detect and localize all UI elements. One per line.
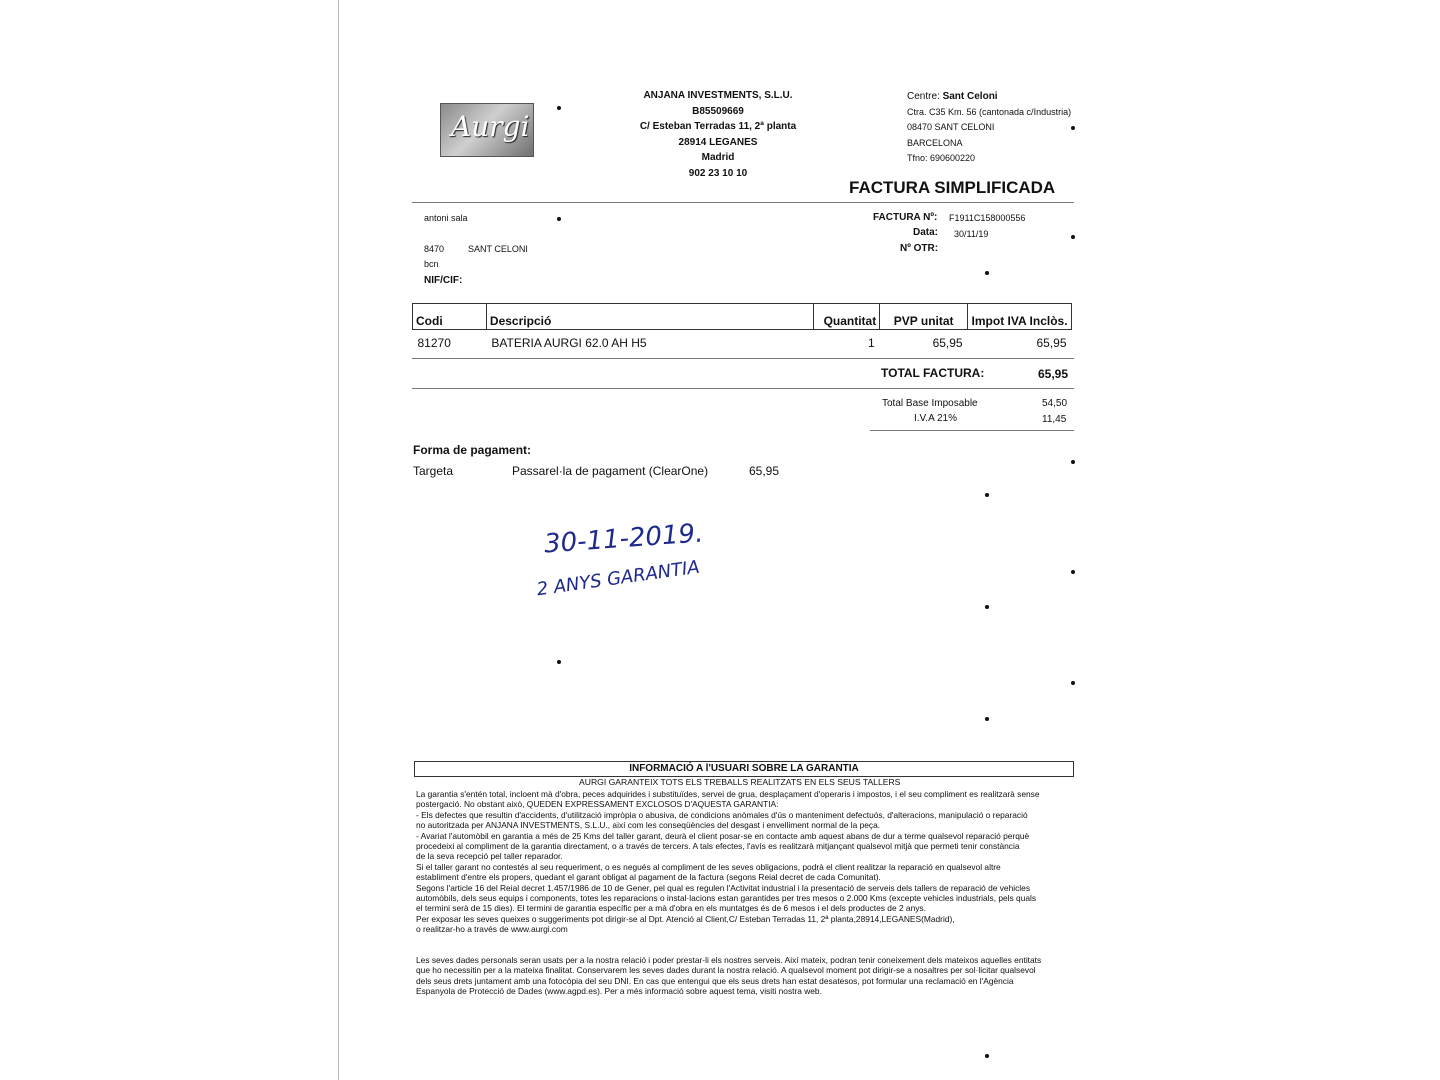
warranty-line: Si el taller garant no contestés al seu requeriment, o es negués al compliment de les seves obligacions, podrà el client realitzar la reparació en qualsevol altre <box>416 861 1001 872</box>
company-city: Madrid <box>701 152 735 163</box>
invoice-date-label: Data: <box>913 227 939 238</box>
warranty-line: procedeixi al compliment de la garantia directament, o a través de tercers. A tals efectes, l'avís es realitzarà mitjançant qualsevol mitjà que permeti tenir constància <box>416 841 1020 852</box>
warranty-line: no autoritzada per ANJANA INVESTMENTS, S.L.U., així com les conseqüències del desgast i envelliment normal de la peça. <box>416 820 881 831</box>
scan-speck <box>1071 126 1075 130</box>
col-header: Codi <box>413 304 487 330</box>
customer-city: SANT CELONI <box>468 244 528 254</box>
cell-total: 65,95 <box>1036 336 1067 350</box>
scan-speck <box>1071 570 1075 574</box>
base-label: Total Base Imposable <box>882 398 978 409</box>
centre-block <box>907 89 1071 167</box>
scan-speck <box>557 660 561 664</box>
payment-amount: 65,95 <box>749 464 780 478</box>
iva-value: 11,45 <box>1042 414 1067 425</box>
warranty-line: el termini serà de 15 dies). El termini de garantia específic per a mà d'obra en els muntatges és de 6 mesos i el dels productes de 2 anys. <box>416 903 926 914</box>
customer-postal: 8470 <box>424 244 445 254</box>
nif-label: NIF/CIF: <box>424 275 463 286</box>
col-header: Impot IVA Inclòs. <box>968 304 1072 330</box>
total-label: TOTAL FACTURA: <box>881 366 985 380</box>
line-items-table <box>412 303 1072 350</box>
aurgi-logo: Aurgi <box>440 103 534 157</box>
document-title: FACTURA SIMPLIFICADA <box>849 178 1056 197</box>
warranty-line: automòbils, dels seus equips i components, totes les reparacions o instal·lacions estan garantides per tres mesos o 2.000 Kms (excepte vehicles industrials, pels quals <box>416 893 1037 904</box>
invoice-date: 30/11/19 <box>954 229 989 239</box>
table-header-row <box>413 304 1072 330</box>
warranty-line: de la seva recepció pel taller reparador. <box>416 851 563 862</box>
scan-speck <box>985 717 989 721</box>
cell-quantity: 1 <box>868 336 875 350</box>
scan-speck <box>985 493 989 497</box>
handwritten-date: 30-11-2019. <box>543 518 705 560</box>
divider <box>870 430 1074 431</box>
base-value: 54,50 <box>1042 398 1068 409</box>
scan-speck <box>985 605 989 609</box>
total-value: 65,95 <box>1038 367 1069 381</box>
divider <box>412 202 1074 203</box>
centre-name: Sant Celoni <box>942 91 998 102</box>
privacy-line: Espanyola de Protecció de Dades (www.agpd.es). Per a més informació sobre aquest tema, visiti nostra web. <box>416 986 822 997</box>
table-row <box>413 330 1072 351</box>
warranty-heading: INFORMACIÓ A l'USUARI SOBRE LA GARANTIA <box>414 761 1074 777</box>
divider <box>412 358 1074 359</box>
handwritten-note: 2 ANYS GARANTIA <box>535 556 701 601</box>
company-name: ANJANA INVESTMENTS, S.L.U. <box>643 90 793 101</box>
warranty-line: o realitzar-ho a través de www.aurgi.com <box>416 924 568 935</box>
cell-unit-price: 65,95 <box>932 336 963 350</box>
centre-postal: 08470 SANT CELONI <box>907 122 995 132</box>
scan-speck <box>985 1054 989 1058</box>
iva-label: I.V.A 21% <box>914 413 957 424</box>
warranty-line: - Els defectes que resultin d'accidents, d'utilització impròpia o abusiva, de condicions anòmales d'ús o manteniment defectuós, d'alteracions, manipulació o reparació <box>416 809 1028 820</box>
warranty-line: Segons l'article 16 del Reial decret 1.457/1986 de 10 de Gener, pel qual es regulen l'Activitat industrial i la presentació de serveis dels tallers de reparació de vehicles <box>416 882 1031 893</box>
otr-label: Nº OTR: <box>900 243 939 254</box>
warranty-line: - Avariat l'automòbil en garantia a més de 25 Kms del taller garant, deurà el client posar-se en contacte amb aquest abans de dur a terme qualsevol reparació perquè <box>416 830 1030 841</box>
payment-heading: Forma de pagament: <box>413 443 532 457</box>
warranty-line: establiment d'entre els propers, quedant el garant obligat al pagament de la factura (segons Reial decret de cada Comunitat). <box>416 872 881 883</box>
invoice-number-label: FACTURA Nº: <box>873 212 938 223</box>
warranty-line: postergació. No obstant això, QUEDEN EXPRESSAMENT EXCLOSOS D'AQUESTA GARANTIA: <box>416 799 779 810</box>
invoice-number: F1911C158000556 <box>949 213 1026 223</box>
centre-address: Ctra. C35 Km. 56 (cantonada c/Industria) <box>907 106 1072 117</box>
warranty-text <box>416 789 1078 935</box>
col-header: PVP unitat <box>880 304 968 330</box>
centre-phone: Tfno: 690600220 <box>907 153 976 163</box>
divider <box>412 388 1074 389</box>
company-cif: B85509669 <box>692 105 744 117</box>
payment-method: Targeta <box>413 464 454 478</box>
customer-name: antoni sala <box>424 213 468 223</box>
company-block <box>600 88 836 181</box>
company-postal: 28914 LEGANES <box>678 136 758 148</box>
company-phone: 902 23 10 10 <box>688 167 748 179</box>
privacy-text <box>416 955 1078 997</box>
scan-speck <box>557 217 561 221</box>
payment-gateway: Passarel·la de pagament (ClearOne) <box>512 464 709 478</box>
col-header: Quantitat <box>814 304 880 330</box>
company-street: C/ Esteban Terradas 11, 2ª planta <box>639 121 797 132</box>
col-header: Descripció <box>486 304 813 330</box>
privacy-line: dels seus drets juntament amb una fotocòpia del seu DNI. En cas que entengui que els seus drets han estat desatesos, pot formular una reclamació en l'Agència <box>416 975 1014 986</box>
warranty-line: Per exposar les seves queixes o suggeriments pot dirigir-se al Dpt. Atenció al Client,C/ Esteban Terradas 11, 2ª planta,28914,LEGANES(Madrid), <box>416 913 955 924</box>
scan-speck <box>1071 681 1075 685</box>
cell-description: BATERIA AURGI 62.0 AH H5 <box>491 336 647 350</box>
privacy-line: que ho necessitin per a la mateixa finalitat. Conservarem les seves dades durant la nostra relació. A qualsevol moment pot dirigir-se a nosaltres per sol·licitar qualsevol <box>416 965 1036 976</box>
scan-speck <box>557 106 561 110</box>
warranty-line: La garantia s'entén total, incloent mà d'obra, peces adquirides i substituïdes, servei de grua, desplaçament d'operaris i impostos, i el seu compliment es realitzarà sense <box>416 789 1040 799</box>
warranty-subheading: AURGI GARANTEIX TOTS ELS TREBALLS REALITZATS EN ELS SEUS TALLERS <box>579 777 901 787</box>
cell-code: 81270 <box>417 336 451 350</box>
scan-speck <box>1071 235 1075 239</box>
centre-label: Centre: <box>907 91 943 102</box>
centre-province: BARCELONA <box>907 137 963 148</box>
scan-speck <box>985 271 989 275</box>
privacy-line: Les seves dades personals seran usats per a la nostra relació i poder prestar-li els nostres serveis. Així mateix, podran tenir coneixement dels mateixos aquelles entitats <box>416 955 1042 965</box>
scan-speck <box>1071 460 1075 464</box>
customer-province: bcn <box>424 259 439 269</box>
